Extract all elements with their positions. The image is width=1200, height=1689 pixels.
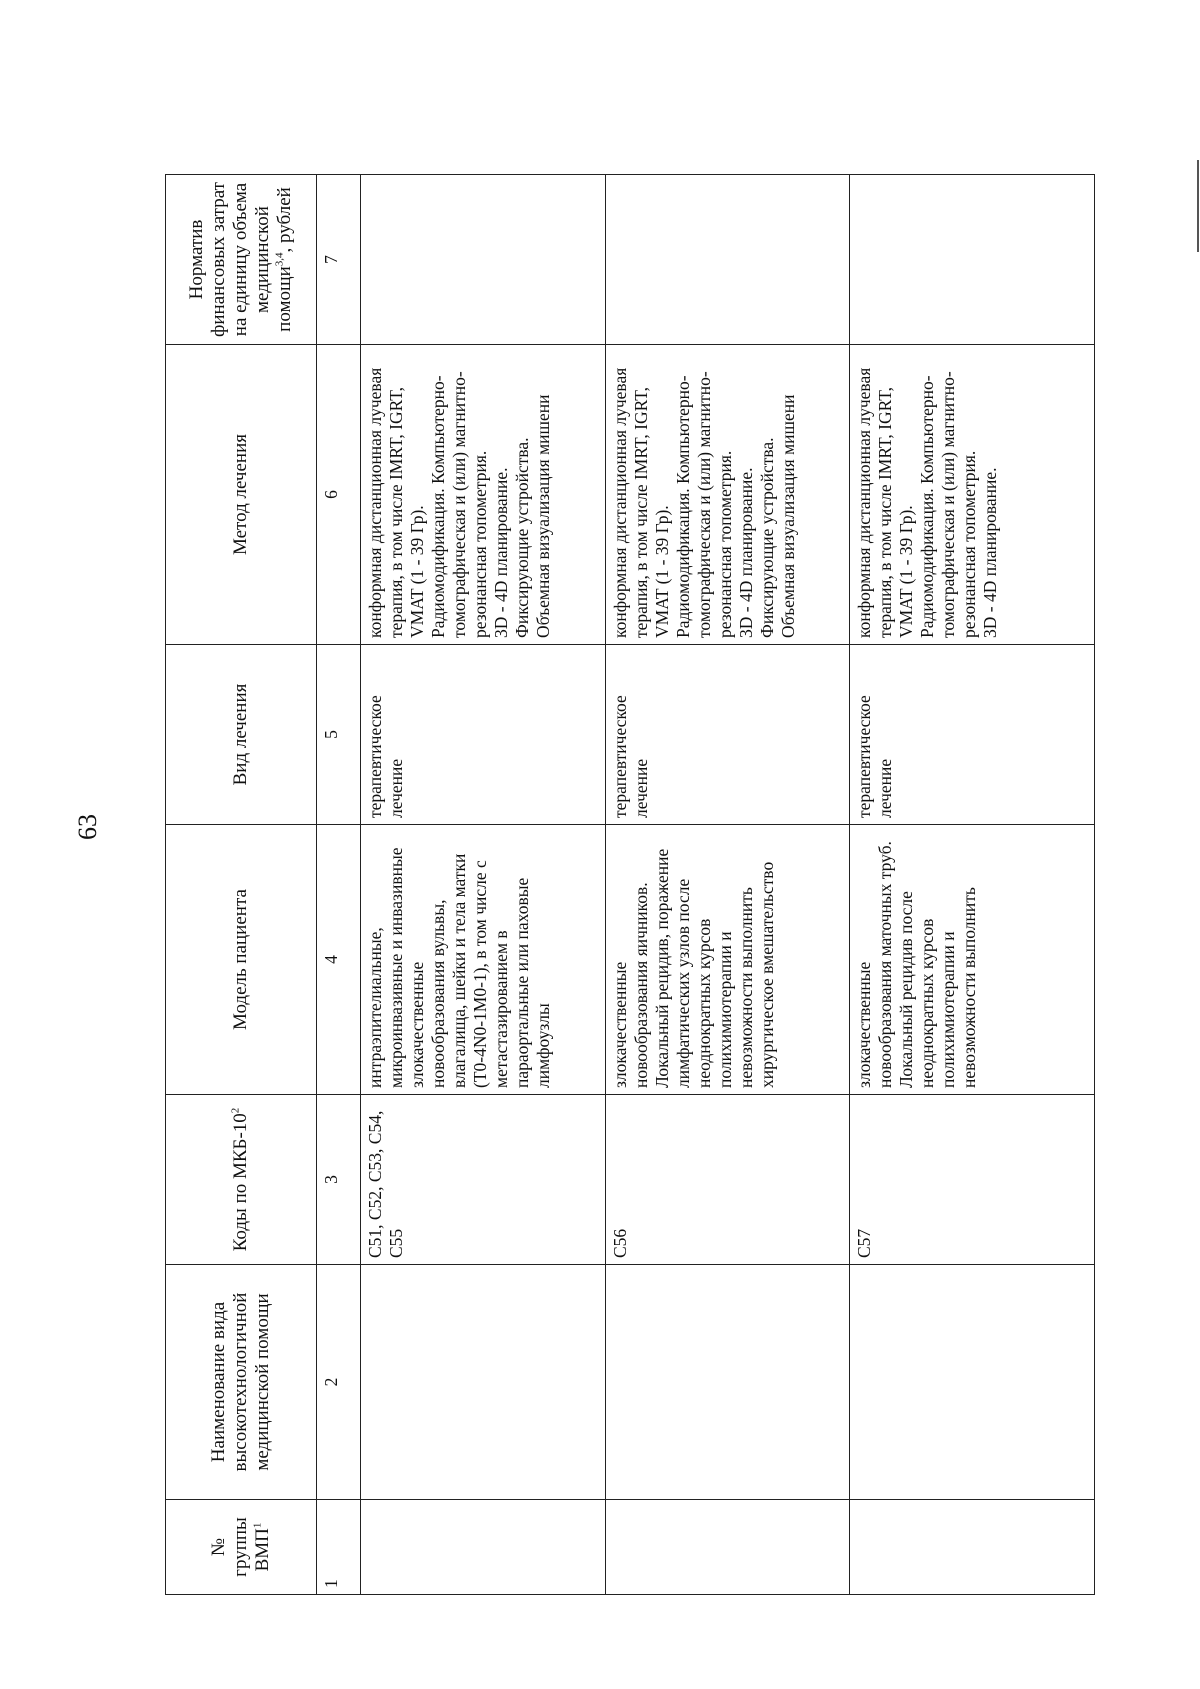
cell-model: интраэпителиальные, микроинвазивные и инвазивные злокачественные новообразования вульвы, влагалища, шейки и тела матки (T0-4N0-1M0-1), в том числе с метастазированием в параортальные или паховые лимфоузлы	[360, 825, 605, 1095]
header-row	[166, 175, 317, 1595]
cell-group	[850, 1500, 1095, 1595]
column-number: 5	[317, 645, 361, 825]
cell-norm	[850, 175, 1095, 345]
cell-name	[360, 1265, 605, 1500]
table-row	[360, 175, 605, 1595]
table-row	[605, 175, 850, 1595]
column-number: 1	[317, 1500, 361, 1595]
header-group: № группы ВМП$^1$	[166, 1500, 317, 1595]
cell-treatment-type: терапевтическое лечение	[360, 645, 605, 825]
cell-codes: C56	[605, 1095, 850, 1265]
rotated-table-wrapper	[165, 175, 1095, 1595]
column-number: 2	[317, 1265, 361, 1500]
cell-name	[850, 1265, 1095, 1500]
cell-method: конформная дистанционная лучевая терапия, в том числе IMRT, IGRT, VMAT (1 - 39 Гр). Радиомодификация. Компьютерно-томографическая и (или) магнитно-резонансная топометрия. 3D - 4D планирование.	[850, 345, 1095, 645]
table-row	[850, 175, 1095, 1595]
header-codes: Коды по МКБ-$10^2$	[166, 1095, 317, 1265]
cell-name	[605, 1265, 850, 1500]
page-number: 63	[73, 814, 102, 840]
cell-codes: C51, C52, C53, C54, C55	[360, 1095, 605, 1265]
cell-treatment-type: терапевтическое лечение	[605, 645, 850, 825]
header-treatment-type: Вид лечения	[166, 645, 317, 825]
column-number: 6	[317, 345, 361, 645]
cell-model: злокачественные новообразования яичников. Локальный рецидив, поражение лимфатических узлов после неоднократных курсов полихимиотерапии и невозможности выполнить хирургическое вмешательство	[605, 825, 850, 1095]
cell-norm	[360, 175, 605, 345]
cell-model: злокачественные новообразования маточных труб. Локальный рецидив после неоднократных курсов полихимиотерапии и невозможности выполнить	[850, 825, 1095, 1095]
header-method: Метод лечения	[166, 345, 317, 645]
scan-edge-mark	[1197, 160, 1199, 252]
cell-group	[605, 1500, 850, 1595]
header-model: Модель пациента	[166, 825, 317, 1095]
header-norm: Норматив финансовых затрат на единицу объема медицинской помощи$^{3,4}$, рублей	[166, 175, 317, 345]
cell-method: конформная дистанционная лучевая терапия, в том числе IMRT, IGRT, VMAT (1 - 39 Гр). Радиомодификация. Компьютерно-томографическая и (или) магнитно-резонансная топометрия. 3D - 4D планирование. Фиксирующие устройства. Объемная визуализация мишени	[605, 345, 850, 645]
cell-group	[360, 1500, 605, 1595]
column-number: 4	[317, 825, 361, 1095]
header-name: Наименование вида высокотехнологичной медицинской помощи	[166, 1265, 317, 1500]
cell-norm	[605, 175, 850, 345]
cell-method: конформная дистанционная лучевая терапия, в том числе IMRT, IGRT, VMAT (1 - 39 Гр). Радиомодификация. Компьютерно-томографическая и (или) магнитно-резонансная топометрия. 3D - 4D планирование. Фиксирующие устройства. Объемная визуализация мишени	[360, 345, 605, 645]
vmp-table	[165, 174, 1095, 1595]
column-number-row	[317, 175, 361, 1595]
column-number: 7	[317, 175, 361, 345]
cell-codes: C57	[850, 1095, 1095, 1265]
cell-treatment-type: терапевтическое лечение	[850, 645, 1095, 825]
column-number: 3	[317, 1095, 361, 1265]
